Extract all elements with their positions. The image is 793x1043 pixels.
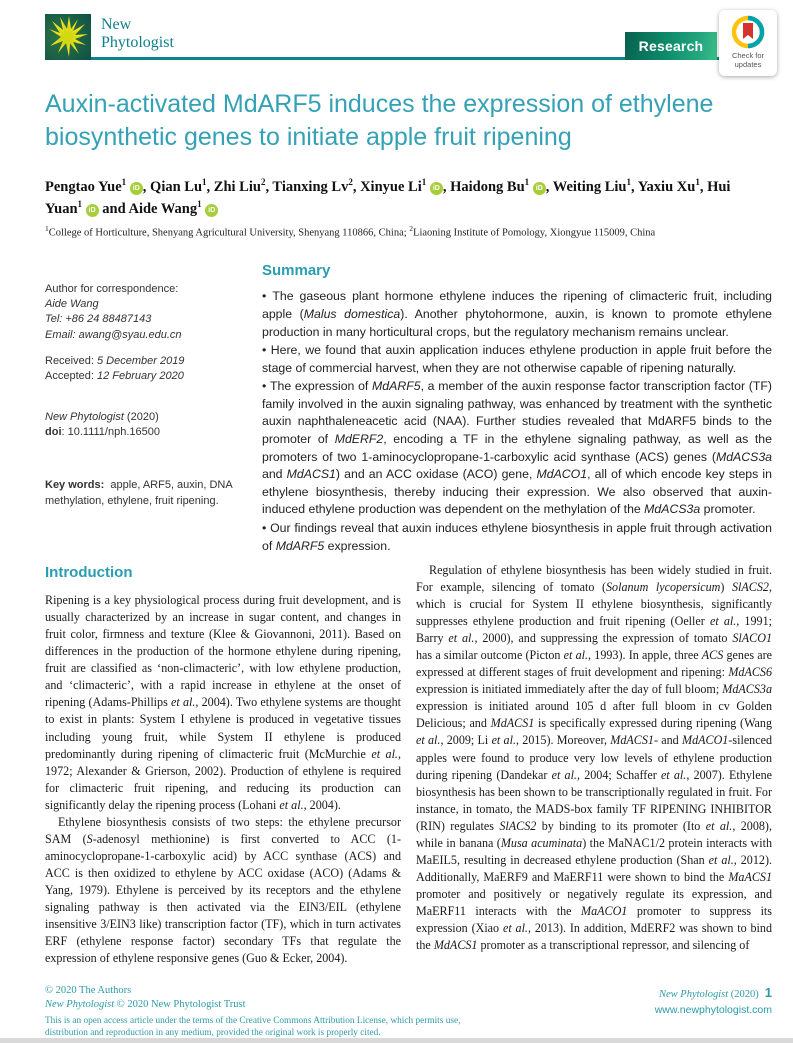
page-bottom-edge	[0, 1038, 793, 1043]
keywords-block	[45, 478, 250, 508]
summary-bullet: • The expression of MdARF5, a member of the auxin response factor transcription factor (TF) family involved in the auxin signaling pathway, was enhanced by treatment with the synthetic auxin naphthaleneacetic acid (NAA). Further studies revealed that MdARF5 binds to the promoter of MdERF2, encoding a TF in the ethylene signaling pathway, as well as the promoters of two 1-aminocyclopropane-1-carboxylic acid synthase (ACS) genes (MdACS3a and MdACS1) and an ACC oxidase (ACO) gene, MdACO1, all of which encode key steps in ethylene biosynthesis, thereby inducing their expression. We also observed that auxin-induced ethylene production was dependent on the methylation of the MdACS3a promoter.	[262, 378, 772, 519]
doi[interactable]: doi: 10.1111/nph.16500	[45, 426, 160, 439]
body-paragraph: Regulation of ethylene biosynthesis has been widely studied in fruit. For example, silencing of tomato (Solanum lycopersicum) SlACS2, which is crucial for System II ethylene biosynthesis, significantly suppresses ethylene production and fruit ripening (Oeller et al., 1991; Barry et al., 2000), and suppressing the expression of tomato SlACO1 has a similar outcome (Picton et al., 1993). In apple, three ACS genes are expressed at different stages of fruit development and ripening: MdACS6 expression is initiated immediately after the day of full bloom; MdACS3a expression is initiated around 105 d after full bloom in cv Golden Delicious; and MdACS1 is specifically expressed during ripening (Wang et al., 2009; Li et al., 2015). Moreover, MdACS1- and MdACO1-silenced apples were found to produce very low levels of ethylene production during ripening (Dandekar et al., 2004; Schaffer et al., 2007). Ethylene biosynthesis has been shown to be transcriptionally regulated in fruit. For instance, in tomato, the MADS-box family TF RIPENING INHIBITOR (RIN) regulates SlACS2 by binding to its promoter (Ito et al., 2008), while in banana (Musa acuminata) the MaNAC1/2 protein interacts with MaEIL5, resulting in decreased ethylene production (Shan et al., 2012). Additionally, MaERF9 and MaERF11 were shown to bind the MaACS1 promoter and positively or negatively regulate its expression, and MaERF11 interacts with the MaACO1 promoter to suppress its expression (Xiao et al., 2013). In addition, MdERF2 was shown to bind the MdACS1 promoter as a transcriptional repressor, and silencing of	[416, 563, 773, 953]
introduction-heading: Introduction	[45, 564, 133, 581]
page-number: 1	[764, 985, 772, 1000]
copyright-authors: © 2020 The Authors	[45, 985, 132, 996]
orcid-icon[interactable]: iD	[430, 182, 443, 195]
summary-heading: Summary	[262, 262, 331, 279]
correspondence-name: Aide Wang	[45, 298, 99, 311]
journal-citation: New Phytologist (2020)	[45, 411, 159, 424]
intro-right-column	[416, 562, 772, 967]
intro-left-column	[45, 562, 401, 967]
accepted-date: Accepted: 12 February 2020	[45, 369, 184, 382]
journal-name: New Phytologist	[101, 16, 174, 52]
orcid-icon[interactable]: iD	[533, 182, 546, 195]
check-for-updates-button[interactable]	[719, 10, 777, 76]
keywords: Key words: apple, ARF5, auxin, DNA methylation, ethylene, fruit ripening.	[45, 479, 233, 507]
summary-bullet: • The gaseous plant hormone ethylene induces the ripening of climacteric fruit, including apple (Malus domestica). Another phytohormone, auxin, is known to promote ethylene production in many horticultural crops, but the regulatory mechanism remains unclear.	[262, 288, 772, 341]
crossmark-icon	[731, 15, 765, 49]
new-phytologist-logo-icon	[45, 14, 91, 60]
article-info-sidebar	[45, 282, 250, 520]
dates-block	[45, 354, 250, 384]
correspondence-tel: Tel: +86 24 88487143	[45, 313, 152, 326]
page-header	[45, 12, 777, 76]
check-for-updates-label: Check for updates	[731, 51, 765, 70]
running-head: New Phytologist (2020) 1	[659, 985, 772, 1000]
received-date: Received: 5 December 2019	[45, 354, 185, 367]
orcid-icon[interactable]: iD	[86, 204, 99, 217]
correspondence-email[interactable]: Email: awang@syau.edu.cn	[45, 328, 182, 341]
summary-section	[262, 260, 772, 556]
page-footer	[45, 984, 772, 1040]
research-label: Research	[638, 38, 704, 54]
orcid-icon[interactable]: iD	[205, 204, 218, 217]
body-paragraph: Ripening is a key physiological process during fruit development, and is usually characterized by an increase in sugar content, and changes in fruit color, firmness and texture (Klee & Giovannoni, 2011). Based on differences in the production of the hormone ethylene during ripening, fruit are classified as ‘non-climacteric’, with low ethylene production, and ‘climacteric’, with a rapid increase in ethylene at the onset of ripening (Adams-Phillips et al., 2004). Two ethylene systems are thought to exist in plants: System I ethylene is produced in vegetative tissues including young fruit, while System II ethylene is produced predominantly during ripening of climacteric fruit (McMurchie et al., 1972; Alexander & Grierson, 2002). Production of ethylene is required for climacteric fruit ripening, and reducing its production can significantly delay the ripening process (Lohani et al., 2004).	[45, 593, 401, 812]
journal-website-link[interactable]: www.newphytologist.com	[654, 1003, 772, 1016]
affiliations: $^1$College of Horticulture, Shenyang Agricultural University, Shenyang 110866, China; $^2$Liaoning Institute of Pomology, Xiongyue 115009, China	[45, 224, 656, 239]
summary-bullet: • Here, we found that auxin application induces ethylene production in apple fruit before the stage of commercial harvest, when they are not otherwise capable of ripening naturally.	[262, 342, 772, 377]
citation-block	[45, 410, 250, 440]
research-section-badge	[625, 32, 717, 60]
orcid-icon[interactable]: iD	[130, 182, 143, 195]
copyright-trust: New Phytologist © 2020 New Phytologist Trust	[45, 999, 246, 1011]
body-paragraph: Ethylene biosynthesis consists of two steps: the ethylene precursor SAM (S-adenosyl methionine) is first converted to ACC (1-aminocyclopropane-1-carboxylic acid) by ACC synthase (ACS) and ACC is then oxidized to ethylene by ACC oxidase (ACO) (Adams & Yang, 1979). Ethylene is perceived by its receptors and the ethylene signaling pathway is then activated via the EIN3/EIL (ethylene insensitive 3/EIN3 like) transcription factor (TF), which in turn activates ERF (ethylene response factor) secondary TFs that regulate the expression of ethylene responsive genes (Guo & Ecker, 2004).	[45, 814, 401, 966]
header-divider	[45, 57, 720, 60]
license-note: This is an open access article under the terms of the Creative Commons Attribution License, which permits use, distribution and reproduction in any medium, provided the original work is properly cited.	[45, 1016, 461, 1039]
introduction-section	[45, 562, 772, 967]
author-list: Pengtao Yue$^1$ iD , Qian Lu$^1$, Zhi Liu$^2$, Tianxing Lv$^2$, Xinyue Li$^1$ iD , Haidong Bu$^1$ iD , Weiting Liu$^1$, Yaxiu Xu$^1$, Hui Yuan$^1$ iD and Aide Wang$^1$ iD	[45, 177, 731, 218]
summary-bullet: • Our findings reveal that auxin induces ethylene biosynthesis in apple fruit through activation of MdARF5 expression.	[262, 520, 772, 555]
correspondence-label: Author for correspondence:	[45, 283, 179, 295]
footer-copyright	[45, 984, 460, 1040]
article-title: Auxin-activated MdARF5 induces the expression of ethylene biosynthetic genes to initiate apple fruit ripening	[45, 90, 714, 151]
correspondence-block	[45, 282, 250, 343]
footer-journal-info	[655, 984, 772, 1040]
